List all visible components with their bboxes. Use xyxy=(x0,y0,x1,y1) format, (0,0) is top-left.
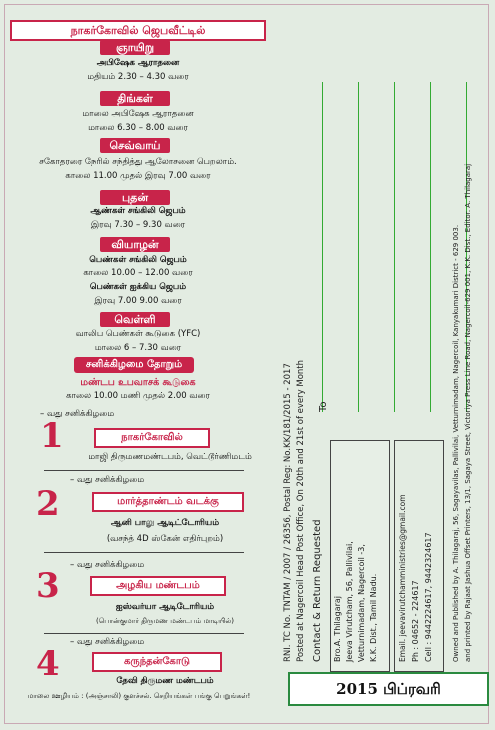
week-number: 1 xyxy=(40,416,64,456)
registration-text: RNI. TC No. TNTAM / 2007 / 26356, Postal Reg: No.KK/181/2015 - 2017 xyxy=(283,363,293,662)
divider xyxy=(44,552,244,553)
week-label: – வது சனிக்கிழமை xyxy=(70,637,145,647)
schedule-line: இரவு 7.00 9.00 வரை xyxy=(94,296,182,306)
address-lines xyxy=(322,82,472,412)
schedule-line: மதியம் 2.30 – 4.30 வரை xyxy=(87,72,189,82)
day-heading-wednesday: புதன் xyxy=(100,190,170,205)
divider xyxy=(44,470,244,471)
schedule-line: வாலிப பெண்கள் கூடுகை (YFC) xyxy=(75,329,201,339)
footer-date-box xyxy=(288,672,489,706)
schedule-line: காலை 11.00 முதல் இரவு 7.00 வரை xyxy=(65,171,211,181)
week-label: – வது சனிக்கிழமை xyxy=(70,475,145,485)
venue-box: மார்த்தாண்டம் வடக்கு xyxy=(92,492,244,512)
venue-box: கருந்தன்கோடு xyxy=(92,652,222,672)
printed-text: and printed by Rajaat Jashua Offset Printers, 13/1, Sagaya Street, Victoriya Press Line Road, Nagercoil-629 001, K.K. Dist., Editor. A. Thilagaraj xyxy=(464,163,472,662)
venue-note: (வசந்த் 4D ஸ்கேன் எதிர்புறம்) xyxy=(106,534,224,544)
schedule-line: மாலை 6.30 – 8.00 வரை xyxy=(88,123,188,133)
address-line: K.K. Dist., Tamil Nadu. xyxy=(369,573,378,662)
venue-place: மாஜி திருமணமண்டபம், வெட்டூர்ணிமடம் xyxy=(88,452,252,462)
day-heading-friday: வெள்ளி xyxy=(100,312,170,327)
week-number: 4 xyxy=(36,644,60,684)
phone-text: Ph : 04652 - 224617 xyxy=(411,580,420,662)
posted-text: Posted at Nagercoil Head Post Office, On 20th and 21st of every Month xyxy=(296,359,306,662)
venue-box: நாகர்கோவில் xyxy=(94,428,210,448)
venue-box: அழகிய மண்டபம் xyxy=(90,576,226,596)
day-heading-monday: திங்கள் xyxy=(100,91,170,106)
schedule-line: இரவு 7.30 – 9.30 வரை xyxy=(90,220,186,230)
venue-note: மாலை ஊழியம் : (அஞ்சாலி) குளச்சல். செறியங்கள் பங்கு பெறுங்கள்! xyxy=(27,692,251,700)
week-label: – வது சனிக்கிழமை xyxy=(70,560,145,570)
schedule-line: ஆண்கள் சங்கிலி ஜெபம் xyxy=(90,206,186,216)
saturday-time: காலை 10.00 மணி முதல் 2.00 வரை xyxy=(66,391,210,401)
saturday-heading: சனிக்கிழமை தோறும் xyxy=(74,357,194,373)
day-heading-thursday: வியாழன் xyxy=(100,237,170,252)
contact-title: Contact & Return Requested xyxy=(312,519,323,662)
schedule-line: பெண்கள் சங்கிலி ஜெபம் xyxy=(89,255,187,265)
owned-text: Owned and Published by A. Thilagaraj, 56, Sagayavilas, Pallivilai, Vetturnimadam, Nagercoil, Kanyakumari District - 629 003. xyxy=(452,224,460,662)
schedule-line: பெண்கள் ஐக்கிய ஜெபம் xyxy=(89,282,187,292)
schedule-line: சகோதரரை நேரில் சந்தித்து ஆலோசனை பெறலாம். xyxy=(39,157,237,167)
schedule-line: மாலை அபிஷேக ஆராதனை xyxy=(82,109,194,119)
day-heading-sunday: ஞாயிறு xyxy=(100,40,170,55)
venue-place: ஐஸ்வர்யா ஆடிடோரியம் xyxy=(115,602,215,612)
email-text: Email. jeevavirutchamministries@gmail.com xyxy=(398,494,407,662)
schedule-line: அபிஷேக ஆராதனை xyxy=(96,58,180,68)
footer-date: 2015 பிப்ரவரி xyxy=(292,676,485,702)
saturday-subtitle: மண்டப உபவாசக் கூடுகை xyxy=(80,377,196,388)
cell-text: Cell : 9442224617, 9442324617 xyxy=(424,532,433,662)
address-line: Bro.A. Thilagaraj xyxy=(333,595,342,662)
address-line: Jeeva Virutcham, 56, Pallivilai, xyxy=(345,541,354,662)
week-number: 3 xyxy=(36,566,60,606)
address-line: Vetturnimadam, Nagercoil -3, xyxy=(357,544,366,662)
week-label: – வது சனிக்கிழமை xyxy=(40,409,115,419)
schedule-line: காலை 10.00 – 12.00 வரை xyxy=(83,268,193,278)
to-label: To xyxy=(318,401,329,412)
day-heading-tuesday: செவ்வாய் xyxy=(100,138,170,153)
venue-place: ஆனி பாலு ஆடிட்டோரியம் xyxy=(110,518,220,528)
venue-note: (பொன்குமார் திருமண மண்டபம் மாடியில்) xyxy=(96,617,234,625)
venue-place: தேவி திருமண மண்டபம் xyxy=(116,676,214,686)
schedule-line: மாலை 6 – 7.30 வரை xyxy=(94,343,182,353)
page-title: நாகர்கோவில் ஜெபவீட்டில் xyxy=(10,20,266,41)
week-number: 2 xyxy=(36,484,60,524)
divider xyxy=(44,633,244,634)
